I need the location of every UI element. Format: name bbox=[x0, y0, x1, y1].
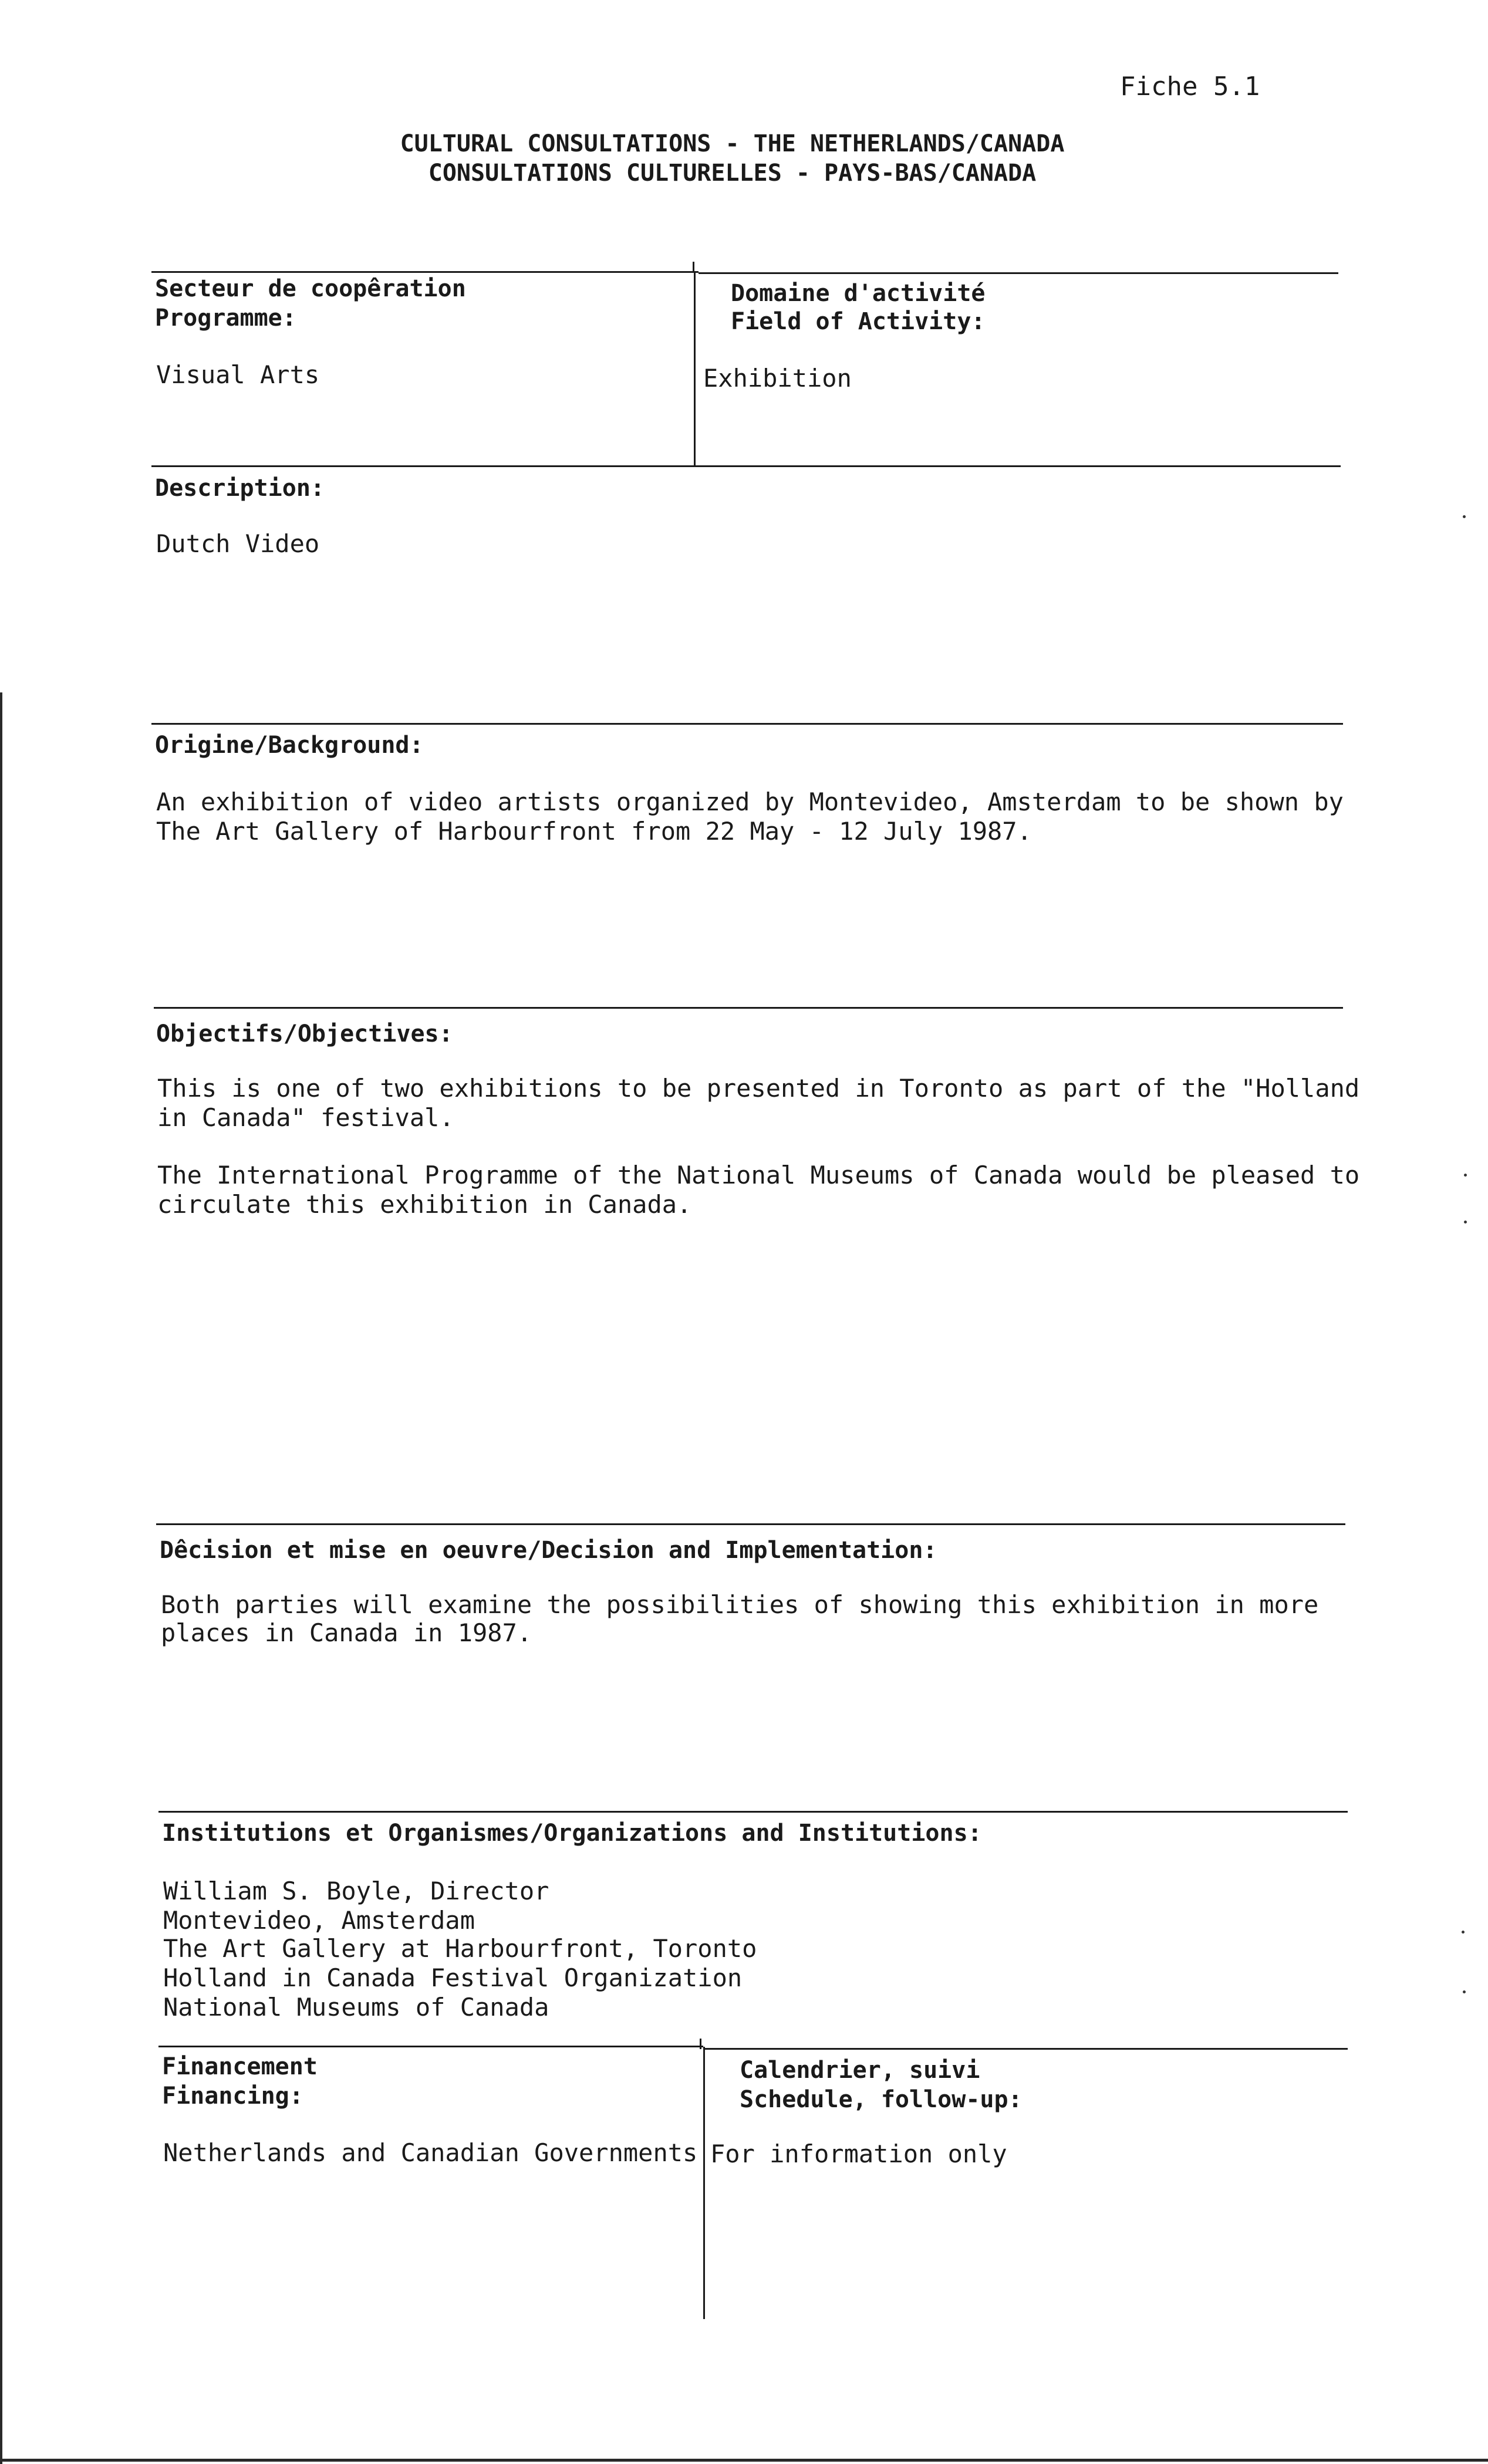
divider bbox=[156, 1523, 1345, 1525]
institution-item: Holland in Canada Festival Organization bbox=[163, 1963, 743, 1992]
institutions-label: Institutions et Organismes/Organizations and Institutions: bbox=[162, 1820, 982, 1847]
institution-item: National Museums of Canada bbox=[163, 1993, 549, 2022]
field-label-en: Field of Activity: bbox=[731, 308, 986, 335]
programme-label-en: Programme: bbox=[155, 305, 296, 332]
field-value: Exhibition bbox=[703, 364, 852, 393]
page-edge bbox=[0, 2459, 1488, 2462]
scan-speck bbox=[1463, 1990, 1466, 1993]
background-line: An exhibition of video artists organized by Montevideo, Amsterdam to be shown by bbox=[156, 787, 1344, 816]
fiche-number: Fiche 5.1 bbox=[1120, 72, 1260, 102]
background-line: The Art Gallery of Harbourfront from 22 May - 12 July 1987. bbox=[156, 817, 1032, 846]
institution-item: The Art Gallery at Harbourfront, Toronto bbox=[163, 1934, 757, 1963]
schedule-label-en: Schedule, follow-up: bbox=[740, 2086, 1023, 2113]
objectives-line: in Canada" festival. bbox=[157, 1103, 454, 1132]
objectives-line: The International Programme of the National Museums of Canada would be pleased to bbox=[157, 1161, 1360, 1189]
divider bbox=[151, 271, 699, 273]
document-title-french: CONSULTATIONS CULTURELLES - PAYS-BAS/CANADA bbox=[428, 160, 1037, 187]
schedule-value: For information only bbox=[710, 2139, 1007, 2168]
scan-speck bbox=[1464, 1174, 1467, 1177]
divider-tick bbox=[700, 2039, 701, 2049]
institution-item: William S. Boyle, Director bbox=[163, 1877, 549, 1905]
decision-line: Both parties will examine the possibilities of showing this exhibition in more bbox=[161, 1590, 1319, 1619]
field-label-fr: Domaine d'activité bbox=[731, 280, 986, 307]
divider bbox=[699, 272, 1338, 274]
objectives-line: circulate this exhibition in Canada. bbox=[157, 1190, 692, 1219]
objectives-label: Objectifs/Objectives: bbox=[156, 1020, 453, 1047]
document-title-english: CULTURAL CONSULTATIONS - THE NETHERLANDS/CANADA bbox=[400, 130, 1065, 157]
programme-value: Visual Arts bbox=[156, 360, 320, 389]
divider bbox=[158, 1811, 1348, 1813]
divider bbox=[151, 723, 1343, 725]
divider bbox=[158, 2046, 703, 2047]
description-label: Description: bbox=[155, 475, 325, 502]
scan-speck bbox=[1463, 515, 1466, 518]
objectives-line: This is one of two exhibitions to be presented in Toronto as part of the "Holland bbox=[157, 1074, 1360, 1103]
scan-speck bbox=[1464, 1221, 1467, 1223]
divider bbox=[703, 2048, 1348, 2050]
page-edge bbox=[0, 692, 2, 2464]
divider bbox=[151, 465, 1341, 467]
decision-label: Dêcision et mise en oeuvre/Decision and Implementation: bbox=[160, 1537, 937, 1564]
schedule-label-fr: Calendrier, suivi bbox=[740, 2057, 980, 2084]
column-divider bbox=[703, 2047, 705, 2319]
financing-value: Netherlands and Canadian Governments bbox=[163, 2138, 698, 2167]
background-label: Origine/Background: bbox=[155, 732, 424, 759]
financing-label-fr: Financement bbox=[162, 2053, 318, 2080]
decision-line: places in Canada in 1987. bbox=[161, 1618, 532, 1647]
institution-item: Montevideo, Amsterdam bbox=[163, 1906, 475, 1935]
financing-label-en: Financing: bbox=[162, 2083, 303, 2110]
column-divider bbox=[694, 271, 696, 466]
divider bbox=[154, 1007, 1343, 1009]
programme-label-fr: Secteur de coopêration bbox=[155, 275, 466, 302]
description-value: Dutch Video bbox=[156, 529, 320, 558]
scan-speck bbox=[1462, 1931, 1465, 1934]
